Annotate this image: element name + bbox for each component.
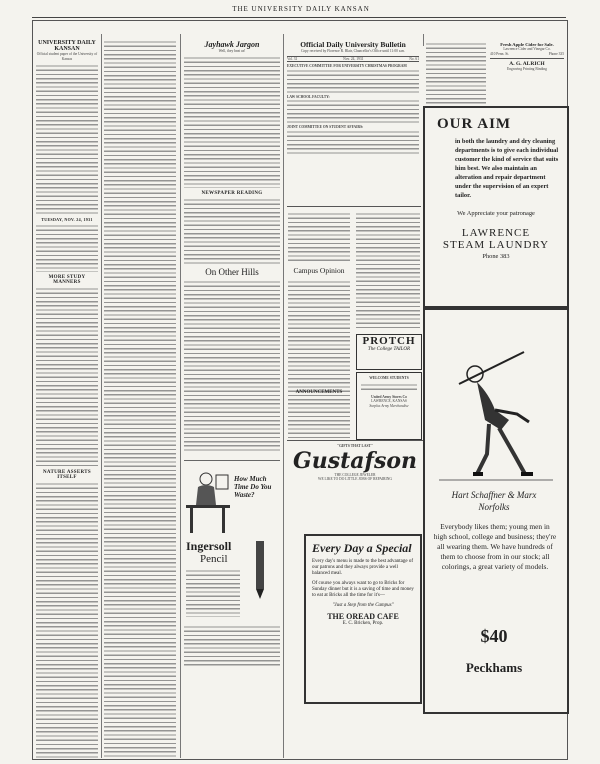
- newspaper-text: [184, 198, 280, 264]
- bulletin-title: Official Daily University Bulletin: [300, 40, 406, 49]
- masthead-title: UNIVERSITY DAILY KANSAN: [38, 40, 96, 52]
- cider-contact: [490, 52, 564, 57]
- oread-headline: Every Day a Special: [312, 541, 412, 555]
- laundry-heading: OUR AIM: [437, 116, 512, 132]
- army-surplus: Surplus Army Merchandise: [369, 403, 409, 408]
- laundry-appreciate: We Appreciate your patronage: [457, 210, 535, 217]
- ingersoll-product: Pencil: [200, 552, 228, 565]
- editorial-column: [36, 40, 98, 758]
- oread-proprietor: E. C. Bricken, Prop.: [342, 621, 384, 626]
- column-text: [426, 42, 486, 104]
- peckhams-name: Peckhams: [465, 660, 523, 675]
- ingersoll-brand: Ingersoll: [186, 538, 232, 553]
- army-text: [361, 383, 417, 393]
- oread-cafe-ad: [304, 534, 422, 704]
- university-bulletin: [287, 40, 419, 206]
- protch-sub: The College TAILOR: [367, 347, 411, 352]
- newspaper-heading: NEWSPAPER READING: [201, 190, 263, 196]
- editorial-text: [36, 224, 98, 272]
- cider-address: 410 Penn. St.: [490, 51, 510, 56]
- editorial-heading: MORE STUDY MANNERS: [48, 275, 86, 286]
- bulletin-rule: [287, 206, 421, 207]
- jayhawk-text: [184, 56, 280, 188]
- column-rule: [101, 34, 102, 758]
- gustafson-rule: [287, 440, 423, 441]
- hills-text: [184, 280, 280, 452]
- gustafson-tagline: "GIFTS THAT LAST": [337, 444, 373, 448]
- bulletin-date: Nov. 24, 1931: [343, 56, 364, 61]
- laundry-ad: [423, 106, 569, 308]
- oread-name: THE OREAD CAFE: [327, 612, 399, 621]
- oread-slogan: "Just a Step from the Campus": [332, 603, 394, 608]
- features-column: [184, 40, 280, 758]
- man-at-desk-icon: [186, 465, 232, 535]
- editorial-column-2: [104, 40, 176, 758]
- laundry-body: in both the laundry and dry cleaning departments is to give each individual customer the kind of service that suits him best. We also maintain an alteration and repair department under the supervision of an expert tailor.: [455, 138, 559, 199]
- bulletin-text: [287, 69, 419, 95]
- peckhams-ad: [423, 308, 569, 714]
- ingersoll-ad: [184, 460, 280, 621]
- protch-ad: [356, 334, 422, 370]
- bulletin-dateline: [287, 56, 419, 63]
- gustafson-repair: WE LIKE TO DO LITTLE JOBS OF REPAIRING: [318, 477, 392, 482]
- column-rule: [283, 34, 284, 758]
- peckhams-subheading: Norfolks: [478, 502, 510, 512]
- masthead-date: TUESDAY, NOV. 24, 1931: [41, 217, 93, 223]
- protch-name: PROTCH: [362, 335, 416, 347]
- pencil-icon: [250, 541, 270, 601]
- bulletin-subtitle: Copy received by Florence R. Blair, Chancellor's Office until 11:00 a.m.: [300, 49, 406, 53]
- column-rule: [423, 34, 424, 46]
- newspaper-page: [18, 0, 584, 764]
- army-location: LAWRENCE, KANSAS: [371, 399, 407, 404]
- army-store-name: United Army Stores Co: [371, 394, 407, 399]
- editorial-text: [104, 40, 176, 758]
- bulletin-text: [287, 99, 419, 125]
- column-text: [356, 212, 420, 330]
- peckhams-heading: Hart Schaffner & Marx: [451, 490, 537, 500]
- gustafson-ad: [287, 444, 423, 498]
- printer-name: A. G. ALRICH: [509, 61, 545, 68]
- bulletin-text: [287, 130, 419, 156]
- column-rule: [180, 34, 181, 758]
- ingersoll-text: [186, 569, 240, 617]
- cider-ad: [490, 42, 564, 72]
- bulletin-heading: EXECUTIVE COMMITTEE FOR UNIVERSITY CHRISTMAS PROGRAM: [287, 64, 407, 69]
- printer-services: Engraving Printing Binding: [507, 67, 547, 72]
- peckhams-body: Everybody likes them; young men in high school, college and business; they're all wearing them. We have hundreds of them to choose from in our stock; all colorings, a great variety of models.: [433, 522, 557, 571]
- bulletin-volume: Vol. 31: [287, 56, 298, 61]
- cider-headline: Fresh Apple Cider for Sale.: [500, 42, 554, 47]
- peckhams-price: $40: [480, 626, 508, 646]
- cider-company: Lawrence Cider and Vinegar Co.: [503, 47, 551, 51]
- campus-opinion-text: [288, 280, 350, 440]
- gustafson-sub: THE COLLEGE JEWELER: [334, 472, 376, 477]
- ingersoll-question: How Much Time Do You Waste?: [234, 474, 272, 499]
- jayhawk-sub: Well, they beat us!: [218, 49, 246, 53]
- campus-opinion-title: Campus Opinion: [293, 266, 345, 275]
- announcements-title: ANNOUNCEMENTS: [295, 390, 343, 395]
- bulletin-heading: LAW SCHOOL FACULTY:: [287, 94, 330, 99]
- oread-body-2: Of course you always want to go to Bricks for Sunday dinner but it is a saving of time and money to eat at Bricks all the time for it's—: [312, 581, 414, 598]
- army-welcome: WELCOME STUDENTS: [369, 376, 409, 380]
- bulletin-heading: JOINT COMMITTEE ON STUDENT AFFAIRS:: [287, 125, 364, 130]
- jayhawk-title: Jayhawk Jargon: [204, 40, 260, 49]
- editorial-heading: NATURE ASSERTS ITSELF: [43, 470, 91, 481]
- staff-list: [36, 64, 98, 214]
- cider-phone: Phone 335: [548, 51, 564, 56]
- laundry-name-1: LAWRENCE: [461, 227, 531, 239]
- masthead-subtitle: Official student paper of the University of Kansas: [36, 52, 98, 61]
- editorial-text: [36, 482, 98, 758]
- bulletin-number: No. 61: [409, 56, 419, 61]
- oread-body: Every day's menu is made to the best advantage of our patrons and they always provide a well balanced meal.: [312, 559, 414, 576]
- column-text: [184, 625, 280, 667]
- editorial-text: [36, 287, 98, 467]
- column-text: [288, 212, 350, 264]
- folio-rule: [32, 17, 566, 18]
- golfer-illustration-icon: [429, 324, 559, 484]
- army-store-ad: [356, 372, 422, 440]
- gustafson-logo: Gustafson: [292, 447, 418, 474]
- hills-title: On Other Hills: [205, 266, 259, 277]
- laundry-name-2: STEAM LAUNDRY: [442, 239, 550, 251]
- folio: THE UNIVERSITY DAILY KANSAN: [232, 5, 370, 13]
- laundry-phone: Phone 383: [482, 253, 510, 260]
